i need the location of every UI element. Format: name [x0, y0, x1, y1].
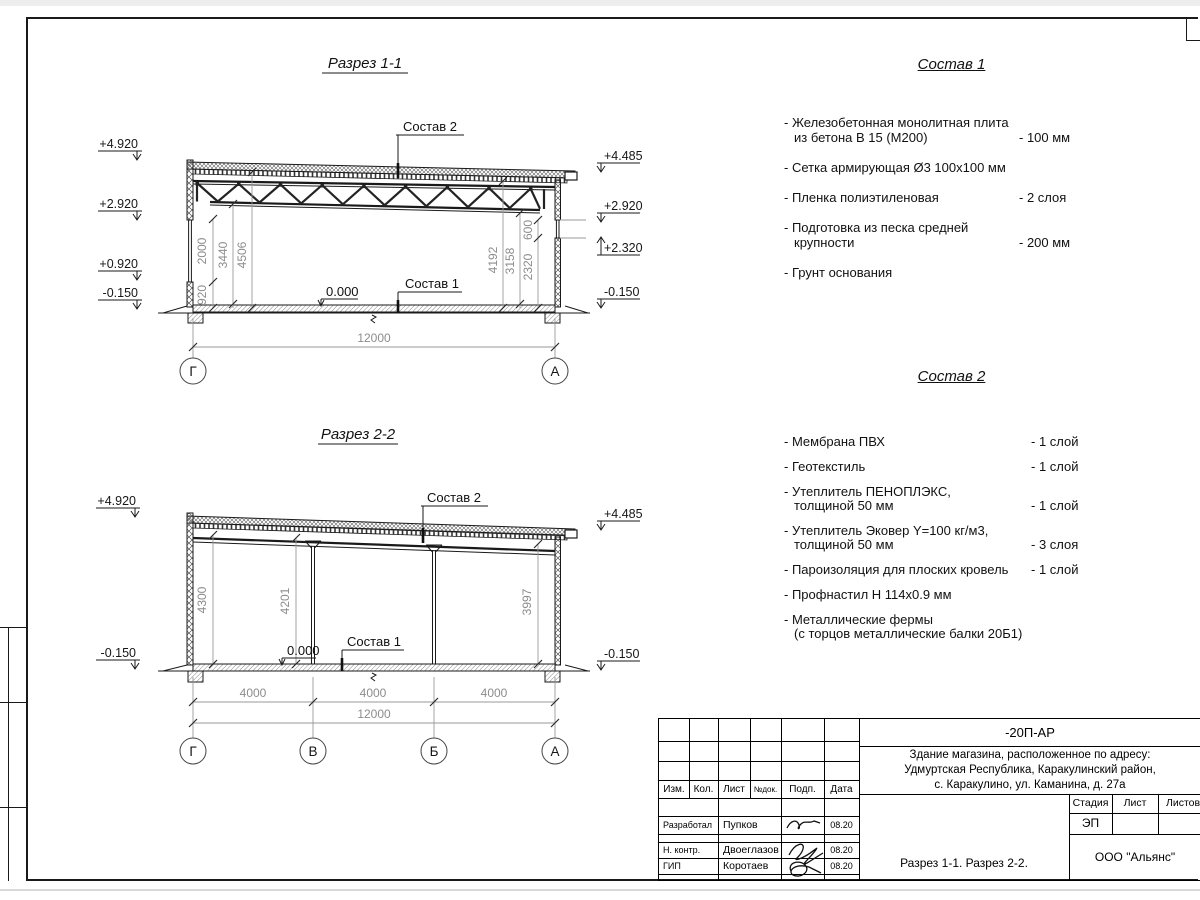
object-address-2: Удмуртская Республика, Каракулинский район,	[904, 764, 1156, 776]
spec-item	[784, 524, 1119, 552]
doc-title: Разрез 1-1. Разрез 2-2.	[900, 856, 1028, 870]
left-wall	[187, 160, 193, 307]
elevation-marks-left	[96, 494, 140, 669]
row-role: ГИП	[663, 861, 681, 871]
vdim-3440: 3440	[216, 241, 230, 269]
stage-col: Стадия	[1072, 797, 1109, 809]
right-wall	[555, 180, 561, 307]
spec-item-value: - 1 слой	[1031, 562, 1079, 577]
frame-corner-box	[1186, 17, 1200, 41]
spec-item-value: - 3 слоя	[1031, 537, 1079, 552]
axis-v: В	[308, 744, 318, 759]
spec-item-text: - Железобетонная монолитная плита	[784, 115, 1009, 130]
row-name: Коротаев	[723, 860, 769, 872]
spec-list-sostav2	[784, 368, 1119, 652]
dim-4000-2: 4000	[359, 686, 387, 700]
roof-beam	[193, 538, 555, 555]
axis-bubbles	[180, 352, 568, 384]
spec-item-text: - Сетка армирующая Ø3 100x100 мм	[784, 160, 1006, 175]
svg-text:Состав 2: Состав 2	[427, 490, 481, 505]
vdim-4300: 4300	[195, 586, 209, 614]
elev-2920r: +2.920	[604, 199, 643, 213]
spec-item-value: - 1 слой	[1031, 498, 1079, 513]
spec-item	[784, 160, 1119, 175]
right-wall	[555, 537, 561, 665]
spec-item-text2: толщиной 50 мм	[794, 537, 894, 552]
spec-item-text: - Геотекстиль	[784, 459, 866, 474]
row-date: 08.20	[830, 861, 853, 871]
dim-12000: 12000	[357, 331, 391, 345]
elevation-marks-right	[597, 507, 643, 670]
spec-item-text: - Подготовка из песка средней	[784, 220, 969, 235]
spec-item-value: - 100 мм	[1019, 130, 1071, 145]
spec-item-text: - Грунт основания	[784, 265, 893, 280]
spec-item-value: - 2 слоя	[1019, 190, 1067, 205]
company-name: ООО "Альянс"	[1094, 850, 1176, 864]
vdim-2320: 2320	[521, 253, 535, 281]
axis-b: Б	[429, 744, 439, 759]
dim-4000-1: 4000	[239, 686, 267, 700]
vdim-4506: 4506	[235, 241, 249, 269]
span-dimensions	[189, 677, 559, 728]
row-date: 08.20	[830, 845, 853, 855]
object-address-3: с. Каракулино, ул. Каманина, д. 27а	[934, 779, 1126, 791]
zero-level-mark	[318, 284, 359, 306]
elev-m0150: -0.150	[100, 646, 136, 660]
axis-a: А	[550, 744, 560, 759]
elev-4920: +4.920	[97, 494, 136, 508]
zero-level-mark	[279, 643, 320, 665]
roof-edge-detail	[565, 530, 577, 538]
spec-item	[784, 460, 1119, 474]
elev-0920: +0.920	[99, 257, 138, 271]
svg-text:Состав 1: Состав 1	[405, 276, 459, 291]
dim-12000: 12000	[357, 707, 391, 721]
spec-list-sostav1	[784, 56, 1119, 295]
row-date: 08.20	[830, 820, 853, 830]
axis-g: Г	[189, 364, 197, 379]
col-kol: Кол.	[693, 784, 714, 795]
roof-edge-detail	[565, 172, 577, 180]
foundation-left	[188, 313, 203, 323]
scan-edge-bottom	[0, 889, 1200, 891]
spec-item	[784, 190, 1119, 205]
column-axis-b	[426, 545, 442, 664]
spec-item-text2: (с торцов металлические балки 20Б1)	[794, 626, 1023, 641]
left-wall	[187, 513, 193, 665]
section-1-1-drawing	[80, 40, 660, 400]
row-role: Н. контр.	[663, 845, 701, 855]
spec-item	[784, 220, 1119, 250]
section-2-2-drawing	[80, 400, 660, 790]
elevation-marks-left	[98, 137, 142, 309]
elev-4920: +4.920	[99, 137, 138, 151]
spec-item-value: - 1 слой	[1031, 459, 1079, 474]
spec-item-text: - Профнастил Н 114x0.9 мм	[784, 587, 952, 602]
vdim-2000: 2000	[195, 237, 209, 265]
svg-text:0.000: 0.000	[287, 643, 320, 658]
list-col: Лист	[1123, 797, 1147, 809]
floor-slab	[158, 664, 590, 681]
spec-item-text: - Утеплитель Эковер Y=100 кг/м3,	[784, 523, 989, 538]
row-name: Пупков	[723, 819, 758, 831]
row-role: Разработал	[663, 820, 712, 830]
spec-item	[784, 115, 1119, 145]
doc-code: -20П-АР	[1005, 725, 1055, 740]
spec-item-text: - Мембрана ПВХ	[784, 434, 885, 449]
col-izm: Изм.	[663, 784, 685, 795]
section1-title: Разрез 1-1	[327, 55, 403, 72]
section2-title: Разрез 2-2	[320, 426, 396, 443]
spec-item-text2: крупности	[794, 235, 855, 250]
spec-item-text2: толщиной 50 мм	[794, 498, 894, 513]
spec2-title: Состав 2	[917, 368, 986, 385]
svg-text:0.000: 0.000	[326, 284, 359, 299]
elev-m0150r: -0.150	[604, 285, 640, 299]
elevation-marks-right	[597, 149, 643, 308]
vdim-600: 600	[521, 219, 535, 241]
signature	[781, 837, 827, 881]
axis-g: Г	[189, 744, 197, 759]
signature	[783, 816, 823, 834]
listov-col: Листов	[1165, 797, 1200, 809]
elev-m0150r: -0.150	[604, 647, 640, 661]
elev-2320: +2.320	[604, 241, 643, 255]
foundation-left	[188, 671, 203, 682]
spec-item-text: - Пленка полиэтиленовая	[784, 190, 939, 205]
title-block	[658, 718, 1200, 881]
col-ndok: №док.	[753, 785, 778, 794]
spec-item-text: - Пароизоляция для плоских кровель	[784, 562, 1009, 577]
elev-4485: +4.485	[604, 149, 643, 163]
vdim-920: 920	[195, 284, 209, 306]
vdim-3997: 3997	[520, 588, 534, 616]
spec-item	[784, 265, 1119, 280]
vdim-3158: 3158	[503, 247, 517, 275]
foundation-right	[545, 671, 560, 682]
col-data: Дата	[830, 784, 853, 795]
floor-slab	[158, 305, 590, 323]
elev-m0150: -0.150	[102, 286, 138, 300]
spec-item-value: - 200 мм	[1019, 235, 1071, 250]
dim-4000-3: 4000	[480, 686, 508, 700]
spec-item-text2: из бетона В 15 (М200)	[794, 130, 928, 145]
foundation-right	[545, 313, 560, 323]
steel-truss	[193, 181, 555, 213]
spec-item	[784, 485, 1119, 513]
svg-text:Состав 2: Состав 2	[403, 119, 457, 134]
spec-item	[784, 435, 1119, 449]
elev-2920: +2.920	[99, 197, 138, 211]
scan-edge-top	[0, 0, 1200, 6]
stage-value: ЭП	[1081, 816, 1100, 830]
spec-item-value: - 1 слой	[1031, 434, 1079, 449]
col-list: Лист	[723, 784, 745, 795]
spec-item	[784, 588, 1119, 602]
col-podp: Подп.	[789, 784, 816, 795]
vdim-4201: 4201	[278, 587, 292, 615]
vdim-4192: 4192	[486, 246, 500, 274]
object-address-1: Здание магазина, расположенное по адресу:	[909, 749, 1151, 761]
spec1-title: Состав 1	[917, 56, 986, 73]
spec-item	[784, 613, 1119, 641]
spec-item-text: - Утеплитель ПЕНОПЛЭКС,	[784, 484, 951, 499]
svg-text:Состав 1: Состав 1	[347, 634, 401, 649]
spec-item	[784, 563, 1119, 577]
spec-item-text: - Металлические фермы	[784, 612, 933, 627]
row-name: Двоеглазов	[723, 844, 779, 856]
overall-dimension	[189, 318, 559, 352]
axis-a: А	[550, 364, 560, 379]
elev-4485: +4.485	[604, 507, 643, 521]
